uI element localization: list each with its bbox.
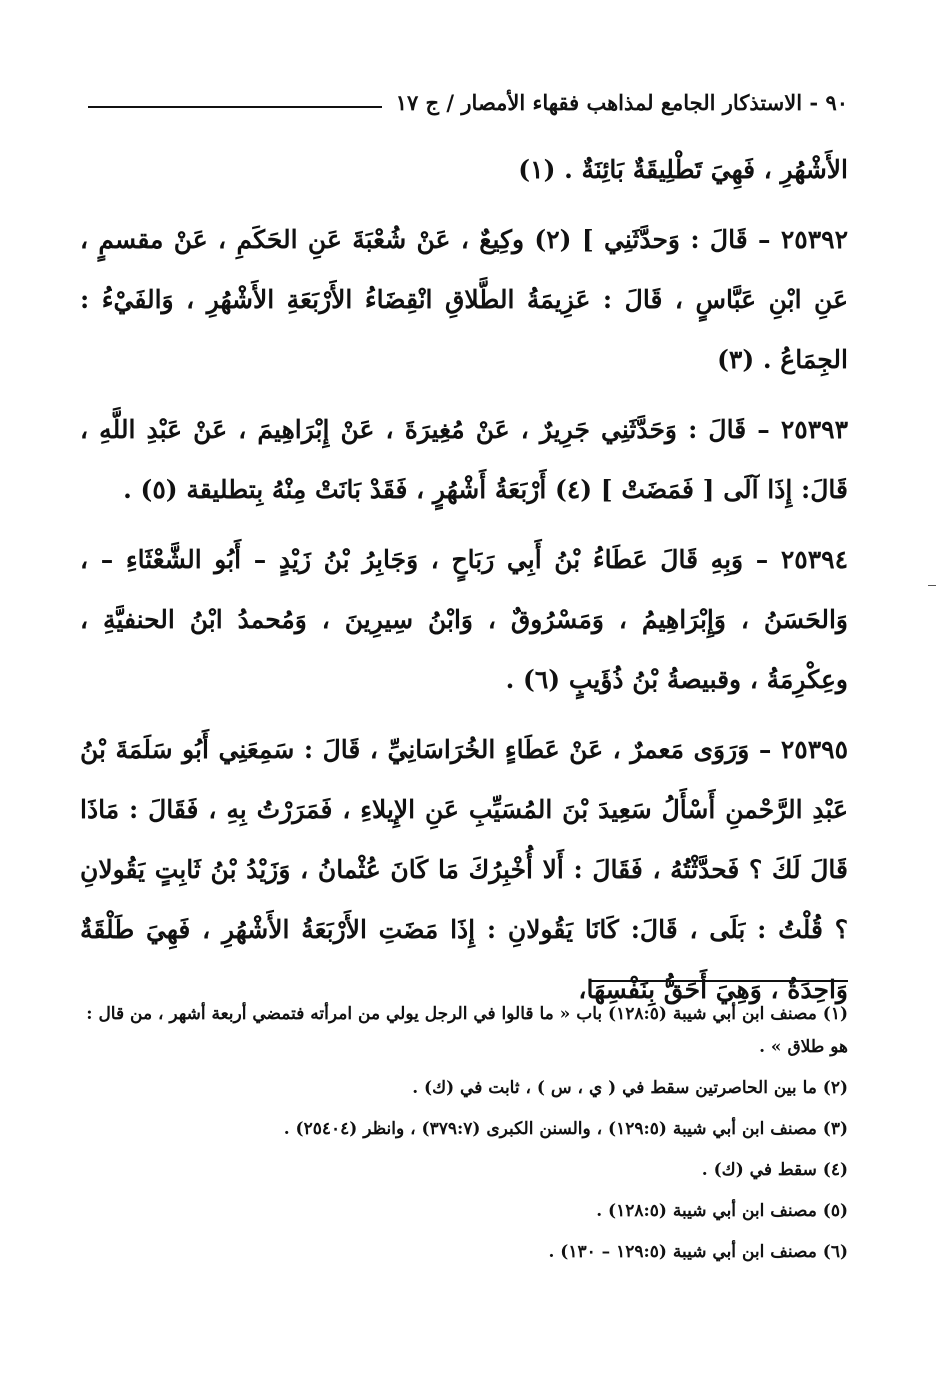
footnote-6: (٦) مصنف ابن أبي شيبة (١٢٩:٥ – ١٣٠) . [548, 1242, 848, 1262]
paragraph-25394: ٢٥٣٩٤ – وَبِهِ قَالَ عَطَاءُ بْنُ أَبِي رَبَاحٍ ، وَجَابِرُ بْنُ زَيْدٍ – أَبُو الشَّعْثَاءِ – ، وَالحَسَنُ ، وَإِبْرَاهِيمُ ، وَمَسْرُوقٌ ، وَابْنُ سِيرِينَ ، وَمُحمدُ ابْنُ الحنفيَّةِ ، وعِكْرِمَةُ ، وقبيصةُ بْنُ ذُؤَيبٍ (٦) . [80, 545, 848, 694]
paragraph-continuation: الأَشْهُرِ ، فَهِيَ تَطْلِيقَةٌ بَائِنَةٌ . (١) [518, 155, 848, 184]
running-header [88, 78, 848, 118]
paragraph-25392: ٢٥٣٩٢ – قَالَ : وَحدَّثَنِي ] (٢) وكِيعٌ ، عَنْ شُعْبَةَ عَنِ الحَكَمِ ، عَنْ مقسمٍ ، عَنِ ابْنِ عَبَّاسٍ ، قَالَ : عَزِيمَةُ الطَّلاقِ انْقِضَاءُ الأَرْبَعَةِ الأَشْهُرِ ، وَالفَيْءُ : الجِمَاعُ . (٣) [80, 225, 848, 374]
main-text [80, 140, 848, 1030]
paragraph-25393: ٢٥٣٩٣ – قَالَ : وَحَدَّثَنِي جَرِيرٌ ، عَنْ مُغِيرَةَ ، عَنْ إِبْرَاهِيمَ ، عَنْ عَبْدِ اللَّهِ ، قَالَ: إِذَا آلَى [ فَمَضَتْ ] (٤) أَرْبَعَةُ أَشْهُرٍ ، فَقَدْ بَانَتْ مِنْهُ بِتطليقة (٥) . [80, 415, 848, 504]
footnotes [80, 998, 848, 1277]
footnote-4: (٤) سقط في (ك) . [701, 1160, 848, 1180]
footnote-separator [590, 980, 848, 982]
footnote-3: (٣) مصنف ابن أبي شيبة (١٢٩:٥) ، والسنن الكبرى (٣٧٩:٧) ، وانظر (٢٥٤٠٤) . [283, 1119, 848, 1139]
footnote-1: (١) مصنف ابن أبي شيبة (١٢٨:٥) باب « ما قالوا في الرجل يولي من امرأته فتمضي أربعة أشهر ، من قال : هو طلاق » . [86, 1004, 848, 1057]
running-title: ٩٠ - الاستذكار الجامع لمذاهب فقهاء الأمصار / ج ١٧ [395, 90, 848, 115]
footnote-5: (٥) مصنف ابن أبي شيبة (١٢٨:٥) . [596, 1201, 848, 1221]
paragraph-25395: ٢٥٣٩٥ – وَرَوَى مَعمرٌ ، عَنْ عَطَاءٍ الخُرَاسَانِيِّ ، قَالَ : سَمِعَنِي أَبُو سَلَمَةَ بْنُ عَبْدِ الرَّحْمنِ أَسْأَلُ سَعِيدَ بْنَ المُسَيِّبِ عَنِ الإِيلاءِ ، فَمَرَرْتُ بِهِ ، فَقَالَ : مَاذَا قَالَ لَكَ ؟ فَحدَّثْتُهُ ، فَقَالَ : أَلا أُخْبِرُكَ مَا كَانَ عُثْمانُ ، وَزَيْدُ بْنُ ثَابِتٍ يَقُولانِ ؟ قُلْتُ : بَلَى ، قَالَ: كَانَا يَقُولانِ : إِذَا مَضَتِ الأَرْبَعَةُ الأَشْهُرِ ، فَهِيَ طَلْقَةٌ وَاحِدَةٌ ، وَهِيَ أَحَقُّ بِنَفْسِهَا، [80, 735, 848, 1004]
footnote-2: (٢) ما بين الحاصرتين سقط في ( ي ، س ) ، ثابت في (ك) . [412, 1078, 848, 1098]
margin-mark [928, 585, 936, 586]
header-rule [88, 106, 382, 108]
